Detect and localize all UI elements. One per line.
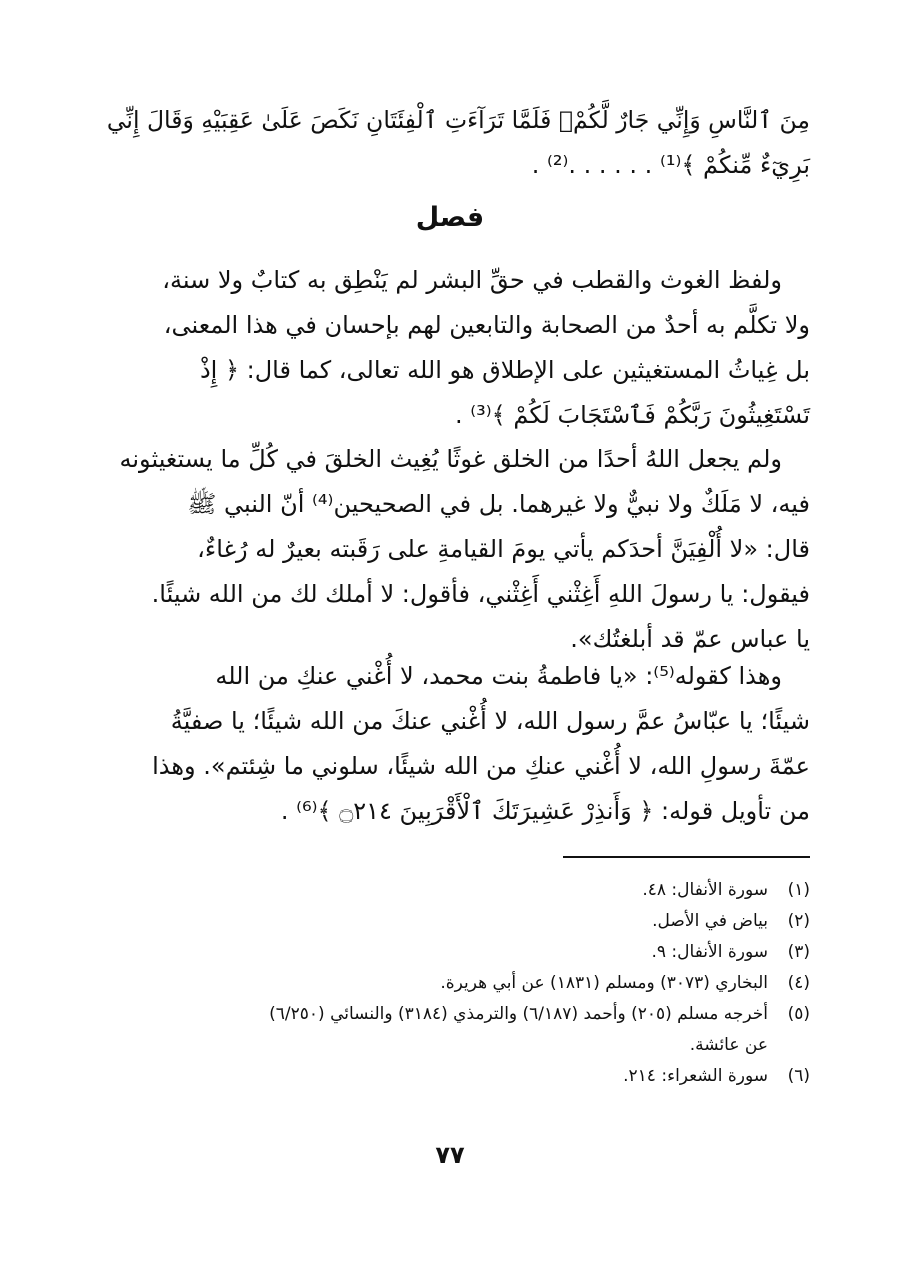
footnote-line: عن عائشة. <box>689 1035 768 1055</box>
text-line: وهذا كقوله⁽⁵⁾: «يا فاطمةُ بنت محمد، لا أُغْني عنكِ من الله <box>215 662 782 690</box>
footnote-number: (٣) <box>787 942 810 962</box>
text-line: من تأويل قوله: ﴿ وَأَنذِرْ عَشِيرَتَكَ ٱلْأَقْرَبِينَ ۝٢١٤ ﴾⁽⁶⁾ . <box>280 797 810 825</box>
text-line: ولفظ الغوث والقطب في حقِّ البشر لم يَنْطِق به كتابٌ ولا سنة، <box>162 266 782 294</box>
footnote-number: (٢) <box>787 911 810 931</box>
footnote-text: البخاري (٣٠٧٣) ومسلم (١٨٣١) عن أبي هريرة. <box>440 973 768 993</box>
paragraph-2 <box>105 437 810 662</box>
footnote-item <box>95 968 810 999</box>
footnote-item <box>95 937 810 968</box>
footnote-item <box>95 1061 810 1092</box>
text-line: قال: «لا أُلْفِيَنَّ أحدَكم يأتي يومَ القيامةِ على رَقَبته بعيرٌ له رُغاءٌ، <box>197 535 810 563</box>
footnote-number: (٤) <box>787 973 810 993</box>
footnote-text: بياض في الأصل. <box>652 911 768 931</box>
text-line: يا عباس عمّ قد أبلغتُك». <box>570 625 810 653</box>
section-heading: فصل <box>415 202 485 233</box>
footnote-text: سورة الشعراء: ٢١٤. <box>623 1066 768 1086</box>
page-number: ٧٧ <box>435 1141 465 1169</box>
footnote-number: (٥) <box>787 1004 810 1024</box>
footnote-text <box>95 999 768 1061</box>
paragraph-1 <box>105 258 810 438</box>
text-line: ولم يجعل اللهُ أحدًا من الخلق غوثًا يُغِيث الخلقَ في كُلِّ ما يستغيثونه <box>119 445 782 473</box>
text-line: مِنَ ٱلنَّاسِ وَإِنِّي جَارٌ لَّكُمْۖ فَلَمَّا تَرَآءَتِ ٱلْفِئَتَانِ نَكَصَ عَلَىٰ عَقِبَيْهِ وَقَالَ إِنِّي <box>106 106 810 134</box>
footnote-item <box>95 875 810 906</box>
text-line: عمّةَ رسولِ الله، لا أُغْني عنكِ من الله شيئًا، سلوني ما شِئتم». وهذا <box>152 752 810 780</box>
text-line: فيقول: يا رسولَ اللهِ أَغِثْني أَغِثْني، فأقول: لا أملك لك من الله شيئًا. <box>151 580 810 608</box>
footnote-divider <box>563 856 810 858</box>
quran-continuation <box>105 98 810 188</box>
footnote-text: سورة الأنفال: ٩. <box>651 942 768 962</box>
text-line: ولا تكلَّم به أحدٌ من الصحابة والتابعين لهم بإحسان في هذا المعنى، <box>163 311 810 339</box>
footnote-item <box>95 906 810 937</box>
text-line: بل غِياثُ المستغيثين على الإطلاق هو الله تعالى، كما قال: ﴿ إِذْ <box>199 356 810 384</box>
footnote-number: (١) <box>787 880 810 900</box>
text-line: بَرِيٓءٌ مِّنكُمْ ﴾⁽¹⁾ . . . . . .⁽²⁾ . <box>531 151 810 179</box>
footnote-item <box>95 999 810 1061</box>
paragraph-3 <box>105 654 810 834</box>
footnote-line: أخرجه مسلم (٢٠٥) وأحمد (٦/١٨٧) والترمذي (٣١٨٤) والنسائي (٦/٢٥٠) <box>269 1004 768 1024</box>
text-line: شيئًا؛ يا عبّاسُ عمَّ رسول الله، لا أُغْني عنكَ من الله شيئًا؛ يا صفيَّةُ <box>170 707 810 735</box>
text-line: فيه، لا مَلَكٌ ولا نبيٌّ ولا غيرهما. بل في الصحيحين⁽⁴⁾ أنّ النبي ﷺ <box>187 490 810 518</box>
footnotes <box>95 875 810 1092</box>
footnote-text: سورة الأنفال: ٤٨. <box>642 880 768 900</box>
text-line: تَسْتَغِيثُونَ رَبَّكُمْ فَٱسْتَجَابَ لَكُمْ ﴾⁽³⁾ . <box>455 401 810 429</box>
footnote-number: (٦) <box>787 1066 810 1086</box>
